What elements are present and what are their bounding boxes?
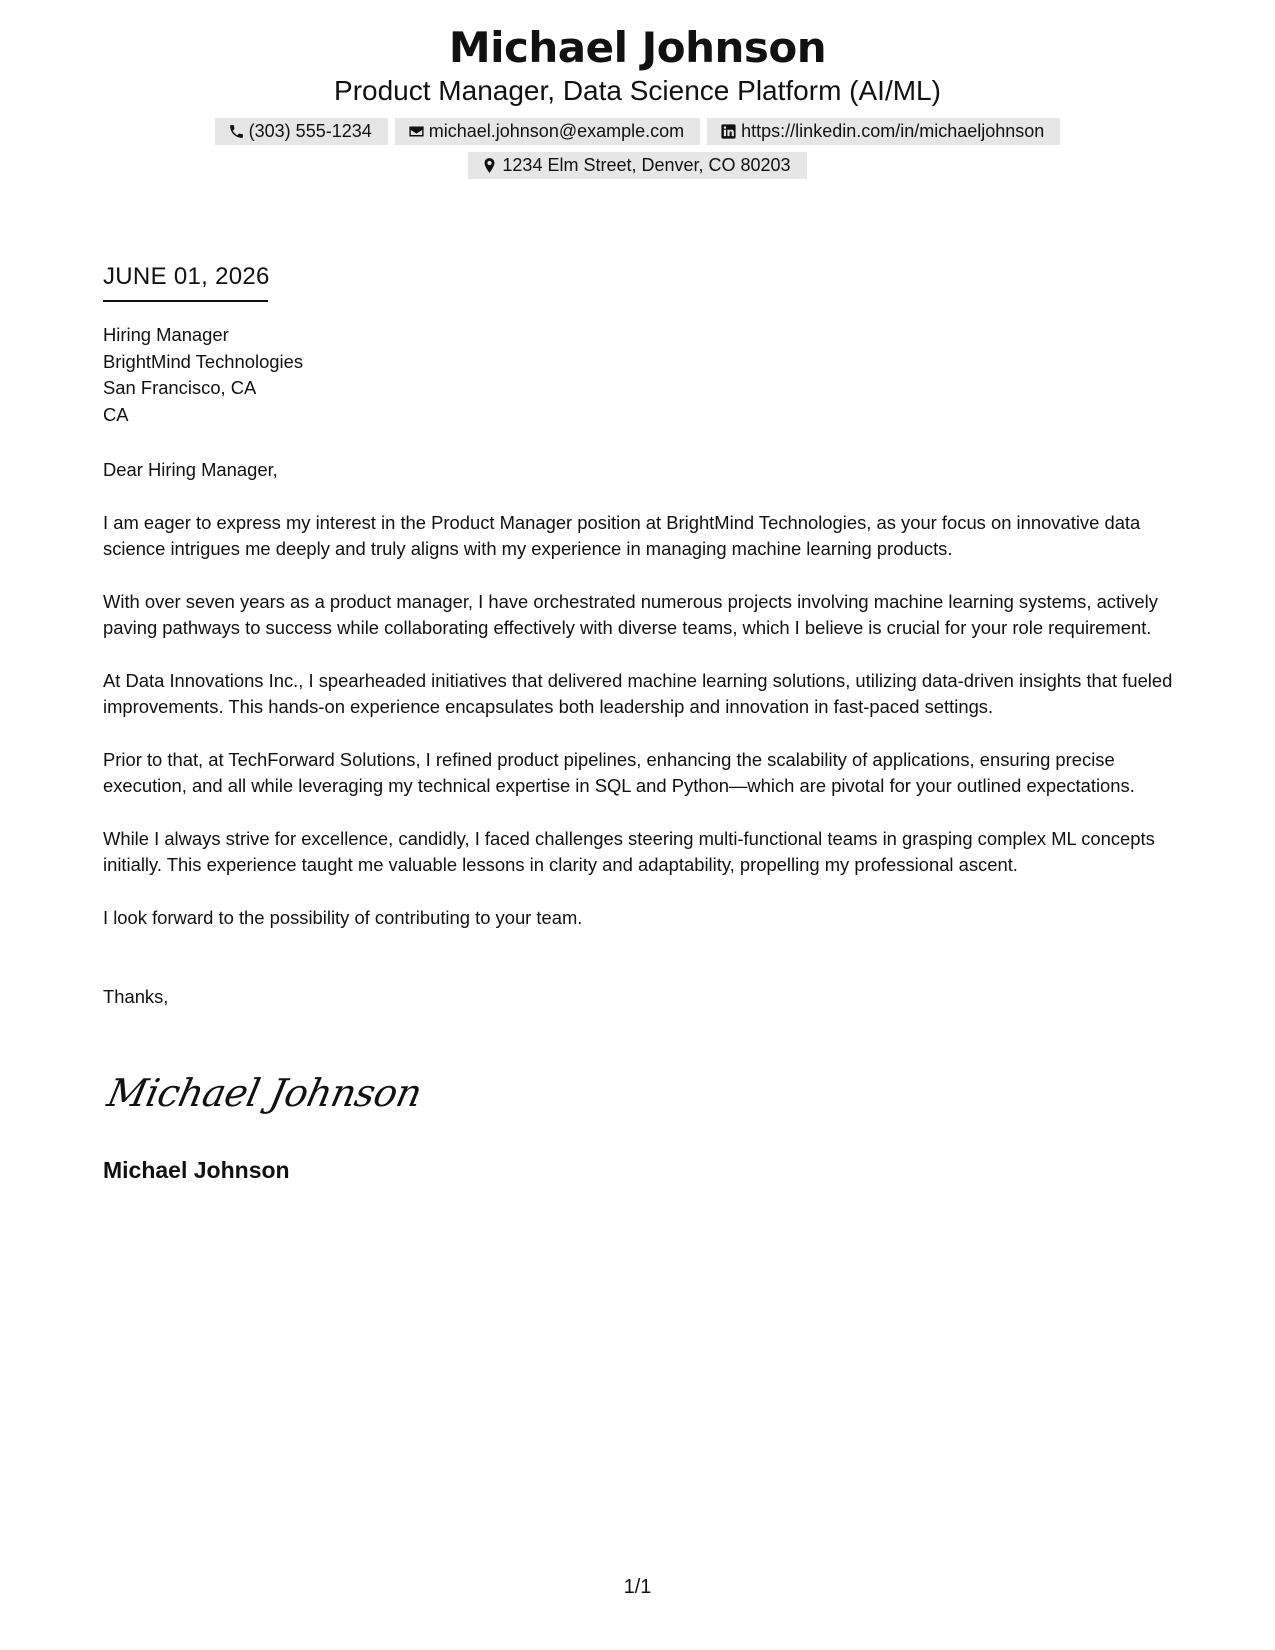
phone-icon <box>228 123 245 140</box>
body-paragraph: Prior to that, at TechForward Solutions, I refined product pipelines, enhancing the scalability of applications, ensuring precise execution, and all while leveraging my technical expertise in SQL and Python—which are pivotal for your outlined expectations. <box>103 748 1135 796</box>
map-marker-icon <box>481 157 498 174</box>
contact-address <box>468 152 806 179</box>
recipient-line: San Francisco, CA <box>103 377 257 398</box>
recipient-line: BrightMind Technologies <box>103 350 304 372</box>
handwritten-signature: Michael Johnson <box>103 1071 426 1115</box>
contact-phone <box>215 118 388 145</box>
applicant-name: Michael Johnson <box>448 23 827 72</box>
linkedin-url: https://linkedin.com/in/michaeljohnson <box>741 121 1045 141</box>
body-paragraph: I am eager to express my interest in the Product Manager position at BrightMind Technologies, as your focus on innovative data science intrigues me deeply and truly aligns with my experience in managing machine learning products. <box>103 511 1141 559</box>
street-address: 1234 Elm Street, Denver, CO 80203 <box>502 155 791 175</box>
body-paragraph: With over seven years as a product manager, I have orchestrated numerous projects involving machine learning systems, actively paving pathways to success while collaborating effectively with diverse teams, which I believe is crucial for your role requirement. <box>103 590 1158 638</box>
envelope-icon <box>408 123 425 140</box>
signoff-name: Michael Johnson <box>103 1157 290 1183</box>
contact-row-primary <box>0 118 1275 145</box>
recipient-line: Hiring Manager <box>103 324 229 345</box>
letter-date: JUNE 01, 2026 <box>103 263 270 290</box>
contact-linkedin[interactable] <box>707 118 1060 145</box>
body-paragraph: At Data Innovations Inc., I spearheaded initiatives that delivered machine learning solutions, utilizing data-driven insights that fueled improvements. This hands-on experience encapsulates both leadership and innovation in fast-paced settings. <box>103 669 1173 717</box>
recipient-line: CA <box>103 403 129 425</box>
linkedin-icon <box>720 123 737 140</box>
salutation: Dear Hiring Manager, <box>103 459 278 480</box>
closing-phrase: Thanks, <box>103 986 169 1007</box>
page-indicator: 1/1 <box>623 1576 652 1598</box>
contact-row-secondary <box>0 152 1275 179</box>
body-paragraph: I look forward to the possibility of contributing to your team. <box>103 906 583 928</box>
email-address: michael.johnson@example.com <box>428 121 685 141</box>
letter-body <box>103 322 1178 1011</box>
recipient-block <box>103 322 1178 428</box>
phone-number: (303) 555-1234 <box>248 121 372 141</box>
date-underline <box>103 300 268 302</box>
letter-header <box>0 22 1275 179</box>
contact-email[interactable] <box>395 118 700 145</box>
applicant-title: Product Manager, Data Science Platform (AI/ML) <box>334 75 941 106</box>
body-paragraph: While I always strive for excellence, candidly, I faced challenges steering multi-functional teams in grasping complex ML concepts initially. This experience taught me valuable lessons in clarity and adaptability, propelling my professional ascent. <box>103 827 1155 875</box>
